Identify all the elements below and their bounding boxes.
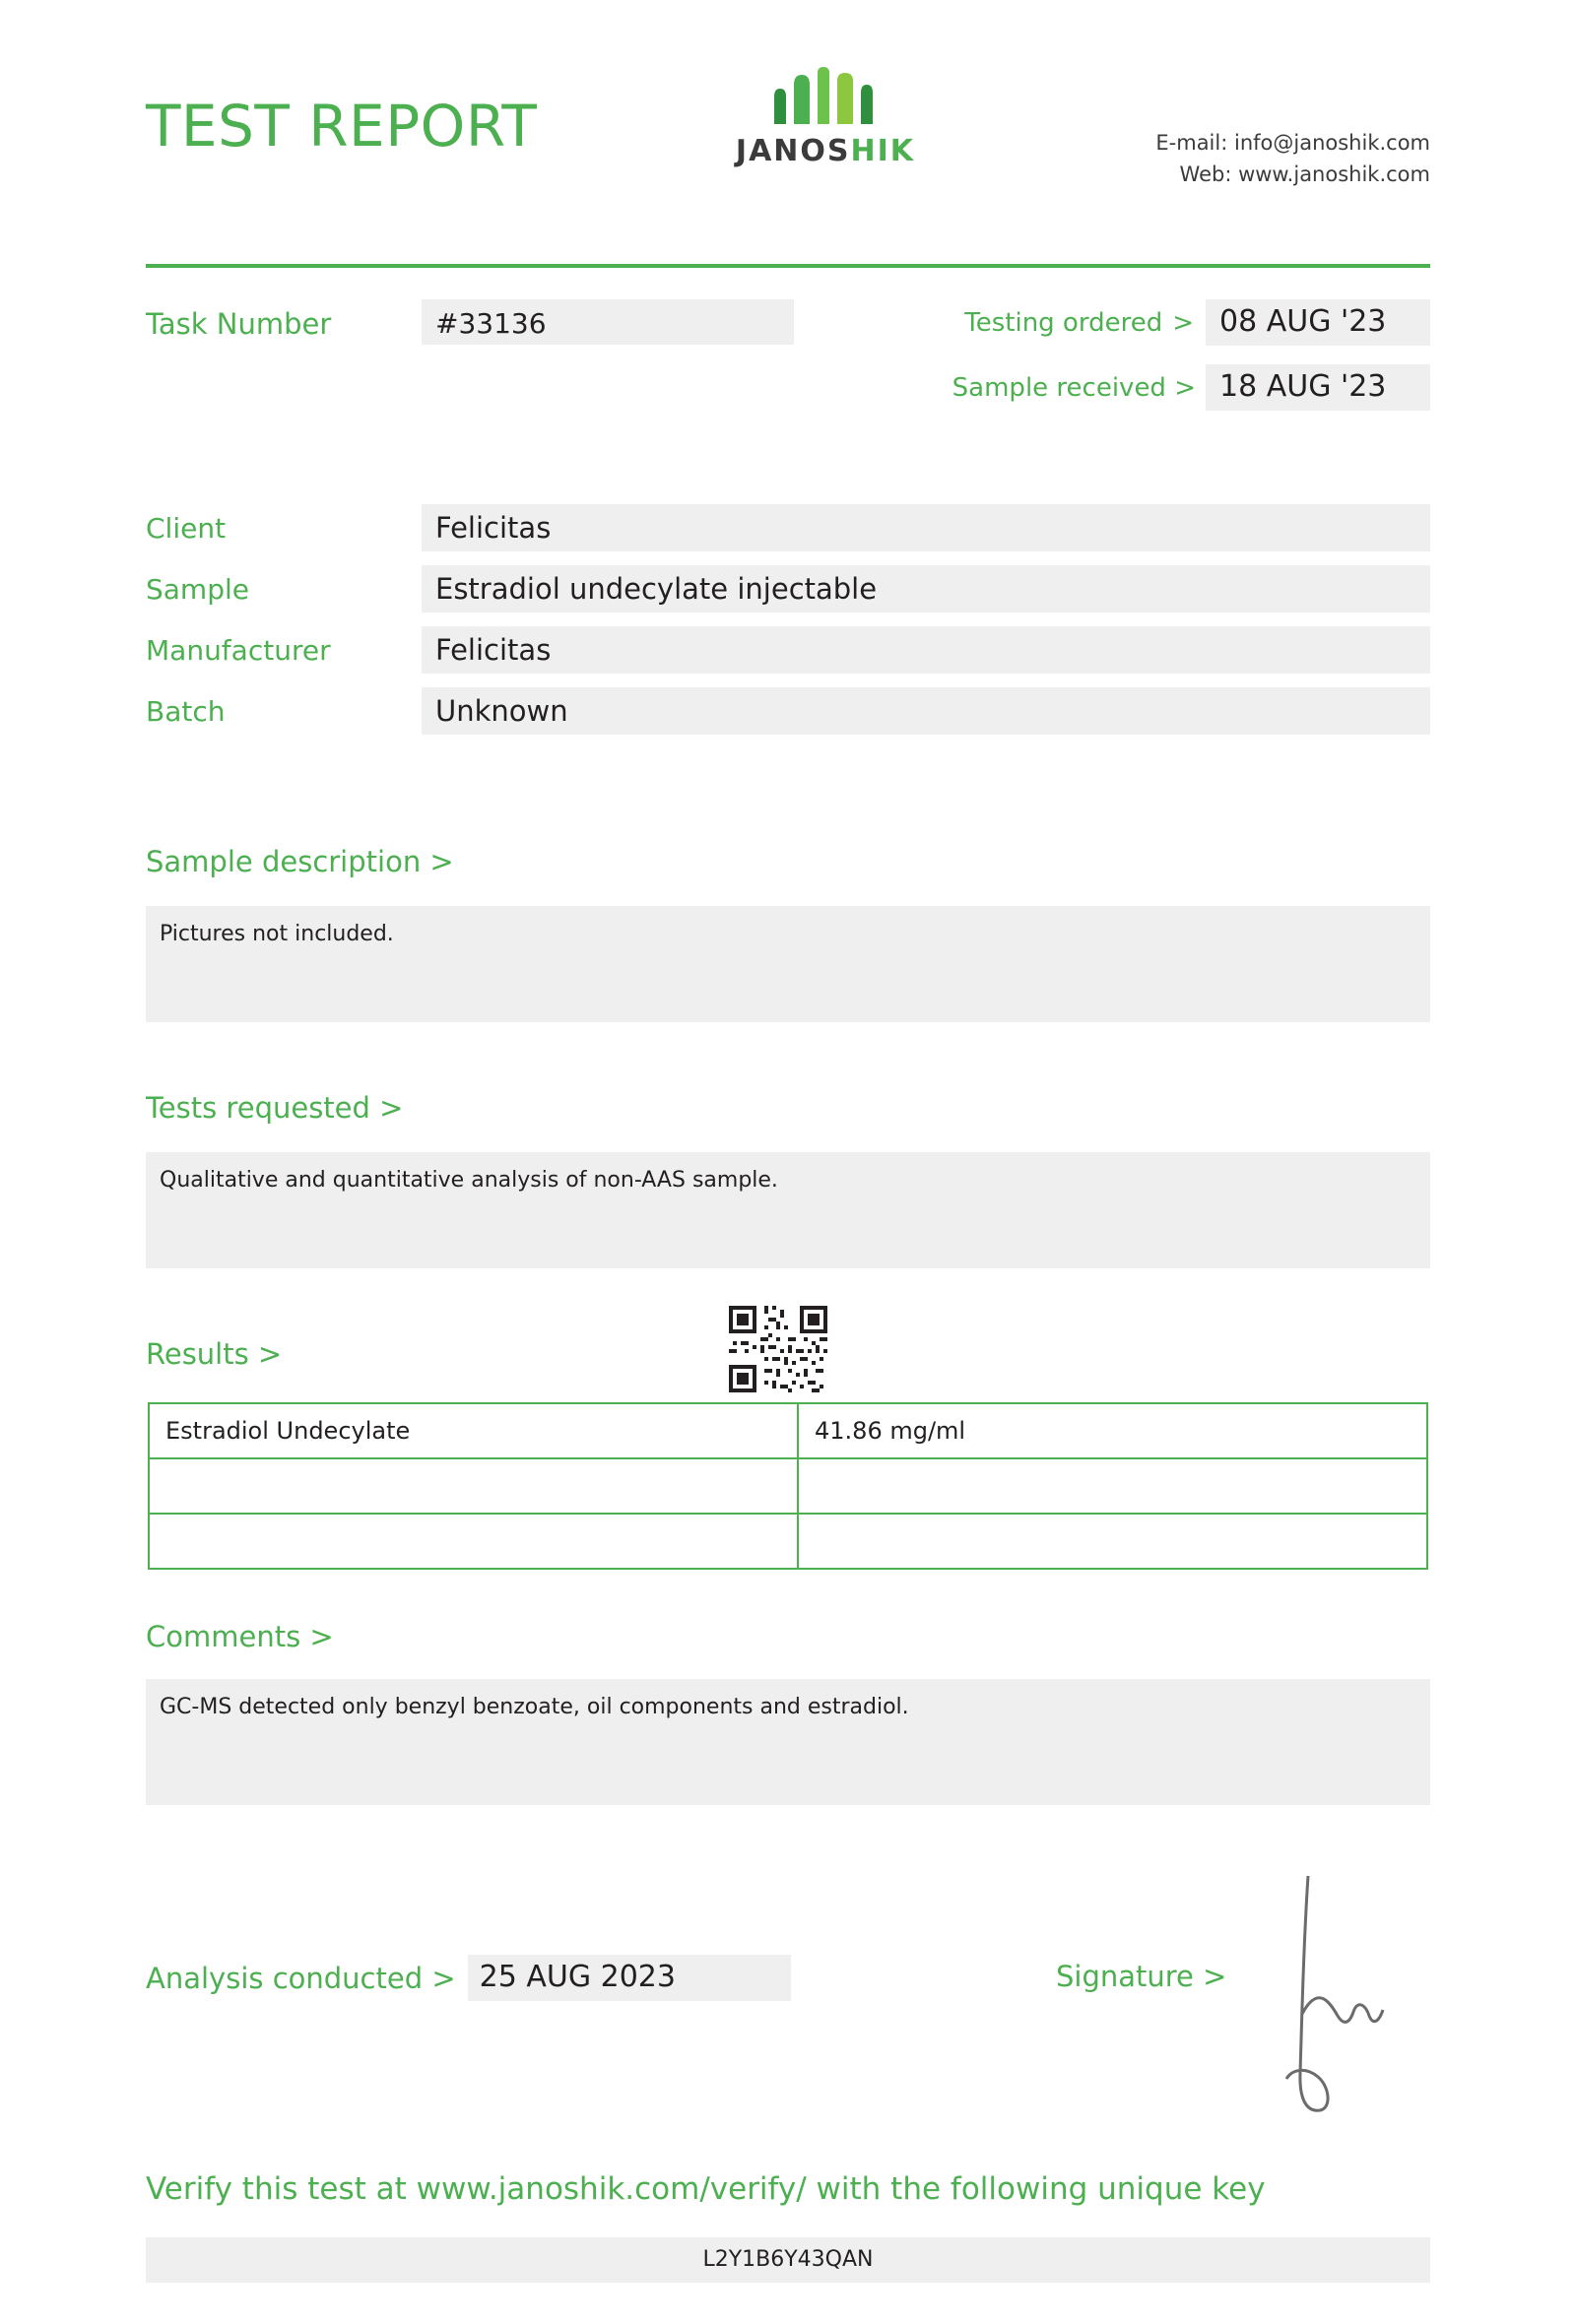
result-name bbox=[149, 1514, 798, 1569]
task-number-label: Task Number bbox=[146, 307, 332, 341]
contact-web: Web: www.janoshik.com bbox=[1179, 161, 1430, 186]
manufacturer-label: Manufacturer bbox=[146, 633, 331, 667]
sample-received-label: Sample received > bbox=[952, 372, 1196, 403]
result-value bbox=[798, 1514, 1427, 1569]
sample-value: Estradiol undecylate injectable bbox=[422, 565, 1430, 613]
analysis-conducted bbox=[146, 1955, 791, 2001]
client-value: Felicitas bbox=[422, 504, 1430, 551]
logo-word-dark: JANOS bbox=[735, 134, 851, 168]
sample-label: Sample bbox=[146, 572, 249, 606]
info-row-batch bbox=[146, 687, 1430, 735]
result-value: 41.86 mg/ml bbox=[798, 1403, 1427, 1458]
testing-ordered-arrow: > bbox=[1172, 307, 1194, 338]
manufacturer-value: Felicitas bbox=[422, 626, 1430, 674]
testing-ordered-value: 08 AUG '23 bbox=[1206, 299, 1430, 346]
results-table bbox=[148, 1402, 1428, 1570]
contact-email: E-mail: info@janoshik.com bbox=[1155, 131, 1430, 155]
info-row-client bbox=[146, 504, 1430, 551]
comments-title: Comments > bbox=[146, 1620, 334, 1653]
tests-requested-text: Qualitative and quantitative analysis of non-AAS sample. bbox=[146, 1152, 1430, 1268]
logo-mountain-icon bbox=[697, 67, 953, 128]
report-header bbox=[146, 0, 1430, 197]
sample-received-row bbox=[879, 364, 1430, 411]
logo-word-green: HIK bbox=[850, 134, 916, 168]
result-value bbox=[798, 1458, 1427, 1514]
contact-info bbox=[1155, 128, 1430, 190]
info-fields bbox=[146, 504, 1430, 748]
info-row-sample bbox=[146, 565, 1430, 613]
page-title: TEST REPORT bbox=[146, 93, 538, 160]
logo-wordmark bbox=[697, 134, 953, 168]
client-label: Client bbox=[146, 511, 227, 545]
sample-description-text: Pictures not included. bbox=[146, 906, 1430, 1022]
signature-icon bbox=[1280, 1866, 1418, 2122]
sample-description-title: Sample description > bbox=[146, 845, 454, 878]
signature-label: Signature > bbox=[1056, 1960, 1227, 1993]
qr-code-icon bbox=[725, 1302, 831, 1396]
analysis-conducted-label: Analysis conducted > bbox=[146, 1961, 456, 1995]
header-divider bbox=[146, 264, 1430, 268]
results-title: Results > bbox=[146, 1337, 283, 1371]
batch-label: Batch bbox=[146, 694, 226, 728]
task-section bbox=[146, 295, 1430, 414]
table-row bbox=[149, 1403, 1427, 1458]
tests-requested-title: Tests requested > bbox=[146, 1091, 404, 1125]
unique-key-value: L2Y1B6Y43QAN bbox=[146, 2237, 1430, 2283]
task-number-value: #33136 bbox=[422, 299, 794, 345]
janoshik-logo bbox=[697, 67, 953, 168]
testing-ordered-row bbox=[879, 299, 1430, 346]
comments-text: GC-MS detected only benzyl benzoate, oil components and estradiol. bbox=[146, 1679, 1430, 1805]
result-name bbox=[149, 1458, 798, 1514]
batch-value: Unknown bbox=[422, 687, 1430, 735]
verify-text: Verify this test at www.janoshik.com/verify/ with the following unique key bbox=[146, 2171, 1266, 2207]
analysis-conducted-value: 25 AUG 2023 bbox=[468, 1955, 791, 2001]
table-row bbox=[149, 1458, 1427, 1514]
sample-received-value: 18 AUG '23 bbox=[1206, 364, 1430, 411]
result-name: Estradiol Undecylate bbox=[149, 1403, 798, 1458]
table-row bbox=[149, 1514, 1427, 1569]
testing-ordered-label: Testing ordered bbox=[964, 307, 1163, 338]
info-row-manufacturer bbox=[146, 626, 1430, 674]
